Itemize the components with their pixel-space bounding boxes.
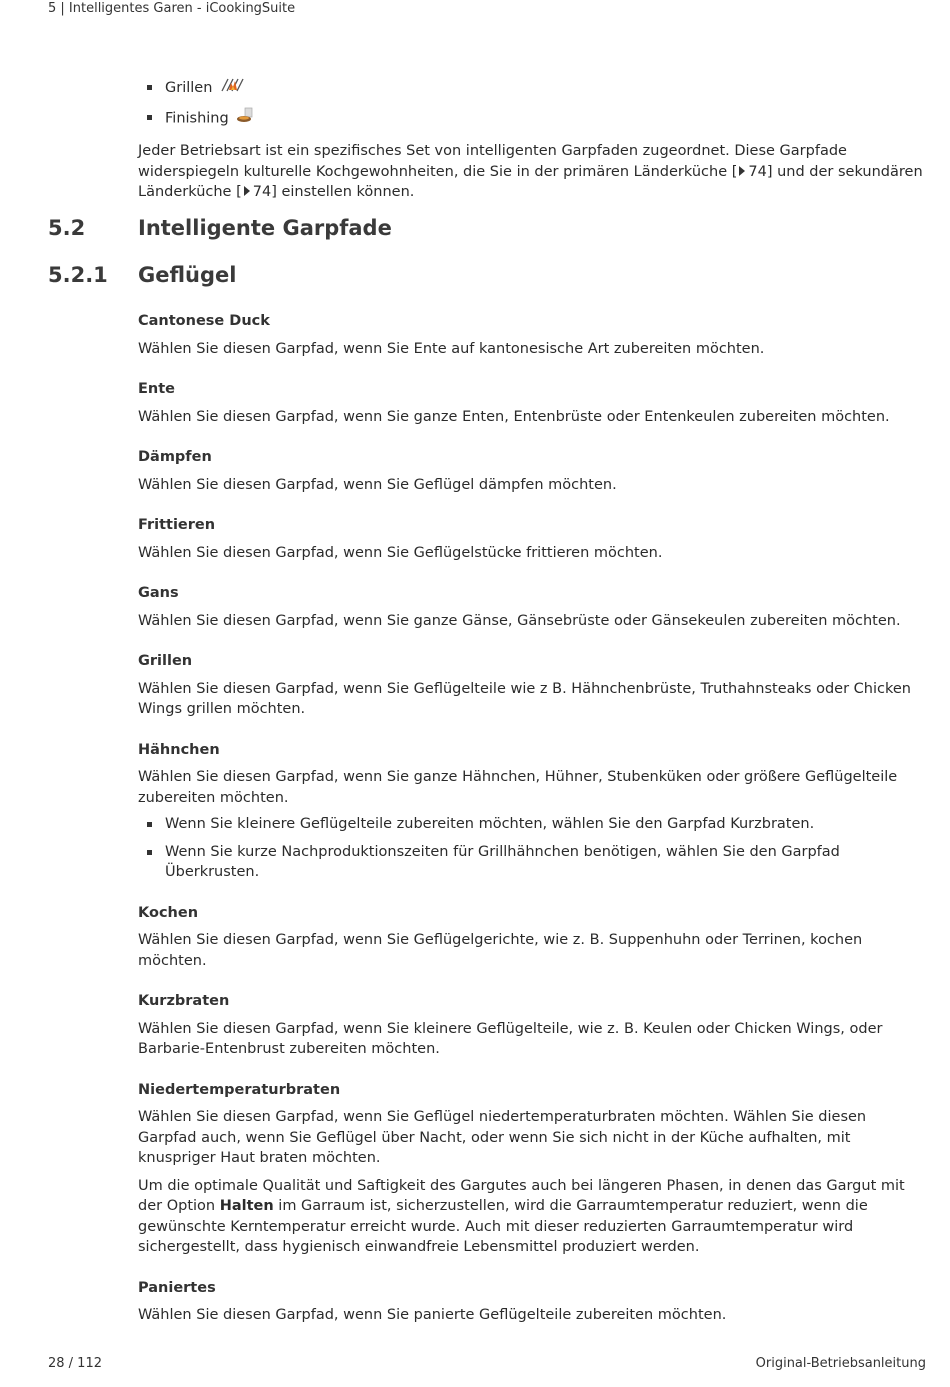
entry-body: Wählen Sie diesen Garpfad, wenn Sie Geflügelgerichte, wie z. B. Suppenhuhn oder Terrinen, kochen möchten. — [138, 932, 863, 969]
entry-niedertemperaturbraten — [138, 1080, 928, 1258]
entry-text: im Garraum ist, sicherzustellen, wird die Garraumtemperatur reduziert, wenn die gewünschte Kerntemperatur erreicht wurde. Auch mit dieser reduzierten Garraumtemperatur wird sichergestellt, dass hygienisch einwandfreie Lebensmittel produziert werden. — [138, 1198, 868, 1255]
entry-title: Paniertes — [138, 1279, 216, 1296]
page-header: 5 | Intelligentes Garen - iCookingSuite — [48, 1, 296, 16]
entry-ente — [138, 379, 928, 427]
option-name: Halten — [219, 1198, 274, 1214]
entry-body: Wählen Sie diesen Garpfad, wenn Sie ganze Hähnchen, Hühner, Stubenküken oder größere Geflügelteile zubereiten möchten. — [138, 769, 898, 806]
list-item: Wenn Sie kurze Nachproduktionszeiten für Grillhähnchen benötigen, wählen Sie den Garpfad Überkrusten. — [138, 842, 928, 883]
play-arrow-icon — [244, 186, 250, 196]
entry-body: Wählen Sie diesen Garpfad, wenn Sie Geflügelstücke frittieren möchten. — [138, 544, 663, 561]
intro-paragraph — [138, 141, 928, 203]
entry-title: Grillen — [138, 653, 193, 669]
entry-title: Kurzbraten — [138, 993, 230, 1009]
entry-title: Gans — [138, 585, 179, 601]
section-number: 5.2 — [48, 216, 86, 240]
entry-text: Um die optimale Qualität und Saftigkeit des Gargutes auch bei längeren Phasen, in denen das Gargut mit der Option — [138, 1177, 905, 1214]
intro-text-2: ] und der sekundären Länderküche [ — [138, 163, 923, 200]
entry-title: Frittieren — [138, 517, 216, 533]
link-secondary-cuisine[interactable]: 74 — [252, 184, 272, 200]
entry-body: Wählen Sie diesen Garpfad, wenn Sie Ente auf kantonesische Art zubereiten möchten. — [138, 340, 765, 357]
bullet-list — [138, 814, 928, 883]
page-number: 28 / 112 — [48, 1356, 102, 1371]
finishing-icon — [236, 107, 254, 130]
mode-label-grillen: Grillen — [165, 80, 213, 96]
entry-body: Wählen Sie diesen Garpfad, wenn Sie ganze Enten, Entenbrüste oder Entenkeulen zubereiten möchten. — [138, 408, 890, 425]
entry-body: Wählen Sie diesen Garpfad, wenn Sie Geflügel niedertemperaturbraten möchten. Wählen Sie diesen Garpfad auch, wenn Sie Geflügel über Nacht, oder wenn Sie sich nicht in der Küche aufhalten, mit knuspriger Haut braten möchten. — [138, 1109, 867, 1166]
grill-icon — [220, 77, 246, 99]
mode-label-finishing: Finishing — [165, 110, 229, 127]
entry-paniertes — [138, 1278, 928, 1326]
document-title: Original-Betriebsanleitung — [755, 1356, 926, 1371]
play-arrow-icon — [739, 166, 745, 176]
link-primary-cuisine[interactable]: 74 — [748, 163, 767, 180]
entry-body: Wählen Sie diesen Garpfad, wenn Sie Geflügel dämpfen möchten. — [138, 476, 617, 493]
entry-title: Kochen — [138, 904, 199, 921]
entry-body: Wählen Sie diesen Garpfad, wenn Sie ganze Gänse, Gänsebrüste oder Gänsekeulen zubereiten möchten. — [138, 612, 901, 629]
list-item — [138, 107, 928, 137]
entry-kochen — [138, 903, 928, 972]
entry-frittieren — [138, 515, 928, 563]
entry-title: Hähnchen — [138, 741, 220, 758]
entries — [138, 311, 928, 1346]
main-content — [138, 77, 928, 203]
entry-body: Wählen Sie diesen Garpfad, wenn Sie Geflügelteile wie z B. Hähnchenbrüste, Truthahnsteaks oder Chicken Wings grillen möchten. — [138, 680, 911, 717]
entry-daempfen — [138, 447, 928, 495]
section-number: 5.2.1 — [48, 263, 108, 287]
section-title: Intelligente Garpfade — [138, 216, 392, 240]
entry-gans — [138, 583, 928, 631]
list-item: Wenn Sie kleinere Geflügelteile zubereiten möchten, wählen Sie den Garpfad Kurzbraten. — [138, 814, 928, 835]
section-heading-5-2-1 — [48, 263, 236, 287]
mode-list — [138, 77, 928, 137]
intro-text-1: Jeder Betriebsart ist ein spezifisches Set von intelligenten Garpfaden zugeordnet. Diese Garpfade widerspiegeln kulturelle Kochgewohnheiten, die Sie in der primären Länderküche [ — [138, 143, 847, 180]
entry-title: Niedertemperaturbraten — [138, 1081, 341, 1098]
section-title: Geflügel — [138, 263, 237, 287]
entry-grillen — [138, 651, 928, 720]
intro-text-3: ] einstellen können. — [271, 184, 415, 200]
entry-body: Wählen Sie diesen Garpfad, wenn Sie panierte Geflügelteile zubereiten möchten. — [138, 1307, 727, 1323]
entry-title: Dämpfen — [138, 449, 212, 465]
entry-kurzbraten — [138, 991, 928, 1060]
section-heading-5-2 — [48, 216, 392, 240]
entry-haehnchen — [138, 740, 928, 883]
entry-title: Ente — [138, 381, 175, 397]
entry-cantonese-duck — [138, 311, 928, 359]
list-item — [138, 77, 928, 107]
entry-body-2 — [138, 1176, 928, 1258]
entry-body: Wählen Sie diesen Garpfad, wenn Sie kleinere Geflügelteile, wie z. B. Keulen oder Chicken Wings, oder Barbarie-Entenbrust zubereiten möchten. — [138, 1020, 883, 1057]
entry-title: Cantonese Duck — [138, 313, 270, 329]
